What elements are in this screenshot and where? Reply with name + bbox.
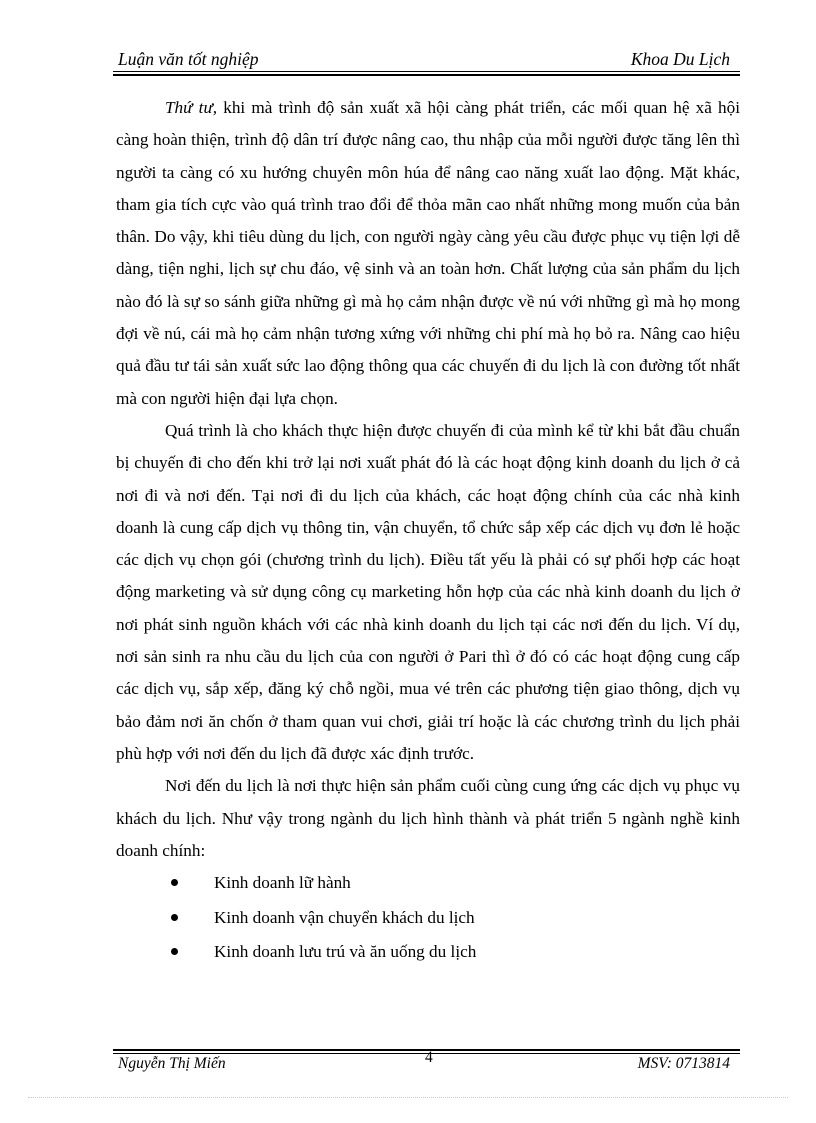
- list-item-text: Kinh doanh lữ hành: [214, 873, 351, 893]
- header-rule-thin: [113, 71, 740, 72]
- list-item: [116, 867, 740, 902]
- paragraph-1-text: khi mà trình độ sản xuất xã hội càng phát triển, các mối quan hệ xã hội càng hoàn thiện, trình độ dân trí được nâng cao, thu nhập của mỗi người được tăng lên thì người ta càng có xu hướng chuyên môn húa để nâng cao năng xuất lao động. Mặt khác, tham gia tích cực vào quá trình trao đổi để thỏa mãn cao nhất những mong muốn của bản thân. Do vậy, khi tiêu dùng du lịch, con người ngày càng yêu cầu được phục vụ tiện lợi dễ dàng, tiện nghi, lịch sự chu đáo, vệ sinh và an toàn hơn. Chất lượng của sản phẩm du lịch nào đó là sự so sánh giữa những gì mà họ cảm nhận được về nú với những gì mà họ mong đợi về nú, cái mà họ cảm nhận tương xứng với những chi phí mà họ bỏ ra. Nâng cao hiệu quả đầu tư tái sản xuất sức lao động thông qua các chuyến đi du lịch là con đường tốt nhất mà con người hiện đại lựa chọn.: [116, 98, 740, 408]
- paragraph-1-lead: Thứ tư,: [165, 98, 218, 117]
- footer-author: Nguyễn Thị Miến: [118, 1055, 226, 1072]
- paragraph-3: [116, 770, 740, 867]
- business-sector-list: [116, 867, 740, 971]
- footer-student-id: MSV: 0713814: [637, 1055, 730, 1072]
- bullet-icon: [171, 879, 178, 886]
- list-item: [116, 936, 740, 971]
- page-bottom-border: [28, 1097, 788, 1098]
- header-thesis-title: Luận văn tốt nghiệp: [118, 49, 259, 69]
- bullet-icon: [171, 914, 178, 921]
- header-faculty-name: Khoa Du Lịch: [630, 49, 730, 69]
- header-rule-thick: [113, 74, 740, 76]
- list-item-text: Kinh doanh lưu trú và ăn uống du lịch: [214, 942, 477, 962]
- body-text: [116, 92, 740, 971]
- paragraph-1: [116, 92, 740, 415]
- paragraph-2-text: Quá trình là cho khách thực hiện được chuyến đi của mình kể từ khi bắt đầu chuẩn bị chuyến đi cho đến khi trở lại nơi xuất phát đó là các hoạt động kinh doanh du lịch ở cả nơi đi và nơi đến. Tại nơi đi du lịch của khách, các hoạt động chính của các nhà kinh doanh là cung cấp dịch vụ thông tin, vận chuyển, tổ chức sắp xếp các dịch vụ đơn lẻ hoặc các dịch vụ chọn gói (chương trình du lịch). Điều tất yếu là phải có sự phối hợp các hoạt động marketing và sử dụng công cụ marketing hỗn hợp của các nhà kinh doanh du lịch ở nơi phát sinh nguồn khách với các nhà kinh doanh du lịch tại các nơi đến du lịch. Ví dụ, nơi sản sinh ra nhu cầu du lịch của con người ở Pari thì ở đó có các hoạt động cung cấp các dịch vụ, sắp xếp, đăng ký chỗ ngồi, mua vé trên các phương tiện giao thông, dịch vụ bảo đảm nơi ăn chốn ở tham quan vui chơi, giải trí hoặc là các chương trình du lịch phải phù hợp với nơi đến du lịch đã được xác định trước.: [116, 420, 740, 763]
- list-item-text: Kinh doanh vận chuyển khách du lịch: [214, 907, 475, 927]
- page-header: [113, 46, 740, 72]
- page-footer: [113, 1049, 740, 1077]
- paragraph-3-text: Nơi đến du lịch là nơi thực hiện sản phẩm cuối cùng cung ứng các dịch vụ phục vụ khách du lịch. Như vậy trong ngành du lịch hình thành và phát triển 5 ngành nghề kinh doanh chính:: [116, 776, 740, 860]
- bullet-icon: [171, 948, 178, 955]
- page-number: 4: [425, 1049, 433, 1066]
- list-item: [116, 902, 740, 937]
- paragraph-2: [116, 415, 740, 770]
